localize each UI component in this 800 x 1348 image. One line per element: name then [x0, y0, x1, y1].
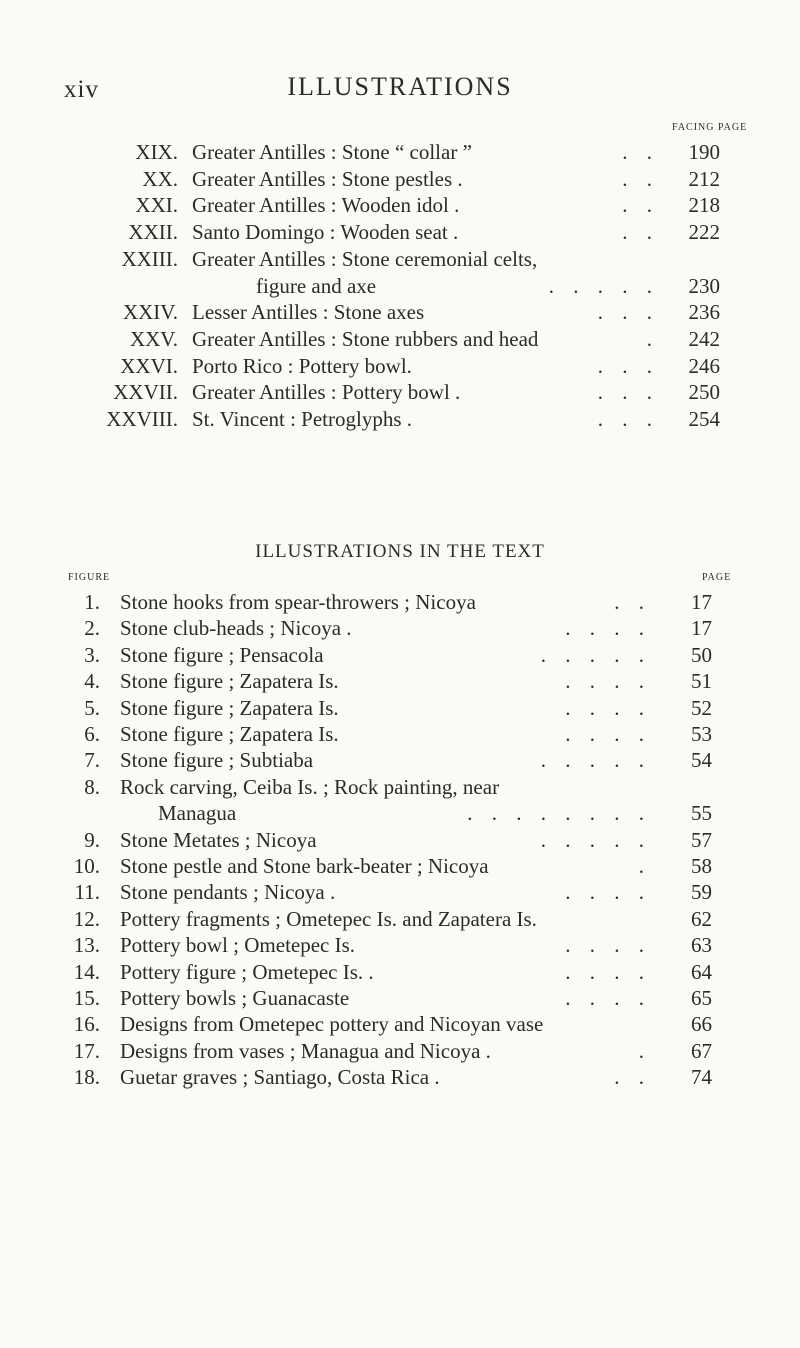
- plate-number: XXII.: [128, 220, 178, 245]
- dot-leader: . .: [614, 1065, 644, 1090]
- entry-title: Porto Rico : Pottery bowl.: [192, 353, 412, 378]
- figure-entry: [0, 616, 800, 642]
- facing-page-column-head: FACING PAGE: [672, 122, 748, 133]
- page-ref: 222: [688, 220, 720, 245]
- plate-number: XX.: [142, 166, 178, 191]
- page-ref: 66: [691, 1012, 712, 1037]
- dot-leader: . . . .: [565, 616, 644, 641]
- plate-entry: [0, 140, 800, 167]
- entry-title: Guetar graves ; Santiago, Costa Rica .: [120, 1065, 440, 1090]
- page-ref: 17: [691, 616, 712, 641]
- entry-title: Rock carving, Ceiba Is. ; Rock painting, near: [120, 774, 500, 799]
- entry-title: Stone figure ; Zapatera Is.: [120, 669, 339, 694]
- page-ref: 67: [691, 1038, 712, 1063]
- figure-entry: [0, 748, 800, 774]
- entry-title: Designs from Ometepec pottery and Nicoyan vase: [120, 1012, 544, 1037]
- figure-number: 4.: [84, 669, 100, 694]
- entry-title: Pottery fragments ; Ometepec Is. and Zapatera Is.: [120, 906, 537, 931]
- figure-number: 14.: [73, 959, 100, 984]
- figure-entry: [0, 933, 800, 959]
- figure-number: 3.: [84, 642, 100, 667]
- figure-entry: [0, 828, 800, 854]
- page-ref: 218: [688, 193, 720, 218]
- dot-leader: . . . . . . . .: [467, 801, 644, 826]
- dot-leader: . . . .: [565, 880, 644, 905]
- plate-entry: [0, 193, 800, 220]
- figure-number: 1.: [84, 590, 100, 614]
- figure-column-head: FIGURE: [68, 572, 111, 583]
- plate-entry: [0, 380, 800, 407]
- page-ref: 212: [688, 166, 720, 191]
- figure-number: 8.: [84, 774, 100, 799]
- figure-number: 17.: [73, 1038, 100, 1063]
- plate-number: XXIV.: [122, 300, 178, 325]
- dot-leader: . . . .: [565, 669, 644, 694]
- entry-title: Greater Antilles : Stone ceremonial celts,: [192, 246, 538, 271]
- entry-title: Santo Domingo : Wooden seat .: [192, 220, 459, 245]
- plate-number: XXVI.: [120, 353, 178, 378]
- entry-title: Stone figure ; Zapatera Is.: [120, 695, 339, 720]
- plate-entry: [0, 300, 800, 327]
- entry-title: Managua: [158, 801, 237, 826]
- page-ref: 52: [691, 695, 712, 720]
- figure-entry: [0, 590, 800, 616]
- plate-number: XXV.: [129, 326, 178, 351]
- figure-entry: [0, 801, 800, 827]
- page-ref: 55: [691, 801, 712, 826]
- page-ref: 242: [688, 326, 720, 351]
- figure-entry: [0, 960, 800, 986]
- dot-leader: . .: [614, 590, 644, 614]
- section-title: ILLUSTRATIONS IN THE TEXT: [255, 541, 545, 562]
- dot-leader: . .: [622, 140, 652, 164]
- dot-leader: . . . .: [565, 695, 644, 720]
- entry-title: Stone Metates ; Nicoya: [120, 827, 317, 852]
- figure-number: 11.: [74, 880, 100, 905]
- figure-number: 15.: [73, 986, 100, 1010]
- page-ref: 57: [691, 827, 712, 852]
- figure-number: 16.: [73, 1012, 100, 1037]
- plate-entry: [0, 274, 800, 301]
- figure-entry: [0, 669, 800, 695]
- dot-leader: . . .: [597, 380, 652, 405]
- figure-entry: [0, 643, 800, 669]
- entry-title: Greater Antilles : Stone rubbers and head: [192, 326, 539, 351]
- figure-entry: [0, 775, 800, 801]
- plate-number: XXVII.: [113, 380, 178, 405]
- dot-leader: . . . . .: [540, 642, 644, 667]
- figure-entry: [0, 1065, 800, 1091]
- plate-entry: [0, 247, 800, 274]
- figure-entry: [0, 722, 800, 748]
- dot-leader: . .: [622, 220, 652, 245]
- figure-entry: [0, 854, 800, 880]
- page-ref: 53: [691, 722, 712, 746]
- figure-number: 12.: [73, 906, 100, 931]
- dot-leader: . .: [622, 166, 652, 191]
- dot-leader: . . . .: [565, 722, 644, 746]
- figure-number: 6.: [84, 722, 100, 746]
- dot-leader: .: [638, 854, 644, 878]
- figure-entry: [0, 1039, 800, 1065]
- page-ref: 59: [691, 880, 712, 905]
- page-ref: 230: [688, 273, 720, 298]
- entry-title: Stone pendants ; Nicoya .: [120, 880, 336, 905]
- page-number: xiv: [64, 76, 99, 103]
- dot-leader: . . . . .: [540, 827, 644, 852]
- page-ref: 51: [691, 669, 712, 694]
- dot-leader: .: [638, 1038, 644, 1063]
- entry-title: Designs from vases ; Managua and Nicoya .: [120, 1038, 491, 1063]
- figure-entry: [0, 986, 800, 1012]
- page-ref: 236: [688, 300, 720, 325]
- entry-title: Lesser Antilles : Stone axes: [192, 300, 425, 325]
- entry-title: Stone hooks from spear-throwers ; Nicoya: [120, 590, 476, 614]
- plate-number: XIX.: [135, 140, 178, 164]
- dot-leader: . . . . .: [548, 273, 652, 298]
- dot-leader: . . . .: [565, 959, 644, 984]
- running-head: ILLUSTRATIONS: [287, 72, 513, 101]
- page-ref: 65: [691, 986, 712, 1010]
- entry-title: Greater Antilles : Wooden idol .: [192, 193, 460, 218]
- page-ref: 17: [691, 590, 712, 614]
- dot-leader: . . . . .: [540, 748, 644, 773]
- dot-leader: . . .: [597, 407, 652, 431]
- entry-title: Stone figure ; Pensacola: [120, 642, 324, 667]
- figure-number: 13.: [73, 933, 100, 958]
- plate-number: XXI.: [135, 193, 178, 218]
- figure-entry: [0, 880, 800, 906]
- figure-number: 18.: [73, 1065, 100, 1090]
- dot-leader: . . . .: [565, 986, 644, 1010]
- page-ref: 54: [691, 748, 712, 773]
- dot-leader: .: [646, 326, 652, 351]
- figure-number: 2.: [84, 616, 100, 641]
- dot-leader: . . .: [597, 300, 652, 325]
- page-ref: 74: [691, 1065, 712, 1090]
- page-column-head: PAGE: [702, 572, 732, 583]
- figure-entry: [0, 1012, 800, 1038]
- entry-title: St. Vincent : Petroglyphs .: [192, 407, 413, 431]
- page-ref: 246: [688, 353, 720, 378]
- entry-title: figure and axe: [256, 273, 377, 298]
- dot-leader: . . . .: [565, 933, 644, 958]
- plate-number: XXVIII.: [106, 407, 178, 431]
- plate-entry: [0, 167, 800, 194]
- plate-entry: [0, 354, 800, 381]
- page-ref: 64: [691, 959, 712, 984]
- figure-entry: [0, 907, 800, 933]
- plate-number: XXIII.: [121, 246, 178, 271]
- entry-title: Stone club-heads ; Nicoya .: [120, 616, 352, 641]
- plate-entry: [0, 407, 800, 434]
- figure-entry: [0, 696, 800, 722]
- figure-number: 7.: [84, 748, 100, 773]
- page-ref: 63: [691, 933, 712, 958]
- entry-title: Greater Antilles : Pottery bowl .: [192, 380, 461, 405]
- figure-number: 5.: [84, 695, 100, 720]
- entry-title: Stone figure ; Subtiaba: [120, 748, 314, 773]
- entry-title: Pottery bowls ; Guanacaste: [120, 986, 350, 1010]
- plate-entry: [0, 327, 800, 354]
- page-ref: 254: [688, 407, 720, 431]
- page-ref: 250: [688, 380, 720, 405]
- page-ref: 190: [688, 140, 720, 164]
- entry-title: Greater Antilles : Stone pestles .: [192, 166, 463, 191]
- figure-number: 9.: [84, 827, 100, 852]
- entry-title: Stone figure ; Zapatera Is.: [120, 722, 339, 746]
- page-ref: 62: [691, 906, 712, 931]
- entry-title: Pottery bowl ; Ometepec Is.: [120, 933, 356, 958]
- page-ref: 58: [691, 854, 712, 878]
- dot-leader: . . .: [597, 353, 652, 378]
- plate-entry: [0, 220, 800, 247]
- entry-title: Pottery figure ; Ometepec Is. .: [120, 959, 374, 984]
- entry-title: Greater Antilles : Stone “ collar ”: [192, 140, 472, 164]
- figure-number: 10.: [73, 854, 100, 878]
- entry-title: Stone pestle and Stone bark-beater ; Nicoya: [120, 854, 489, 878]
- dot-leader: . .: [622, 193, 652, 218]
- page-ref: 50: [691, 642, 712, 667]
